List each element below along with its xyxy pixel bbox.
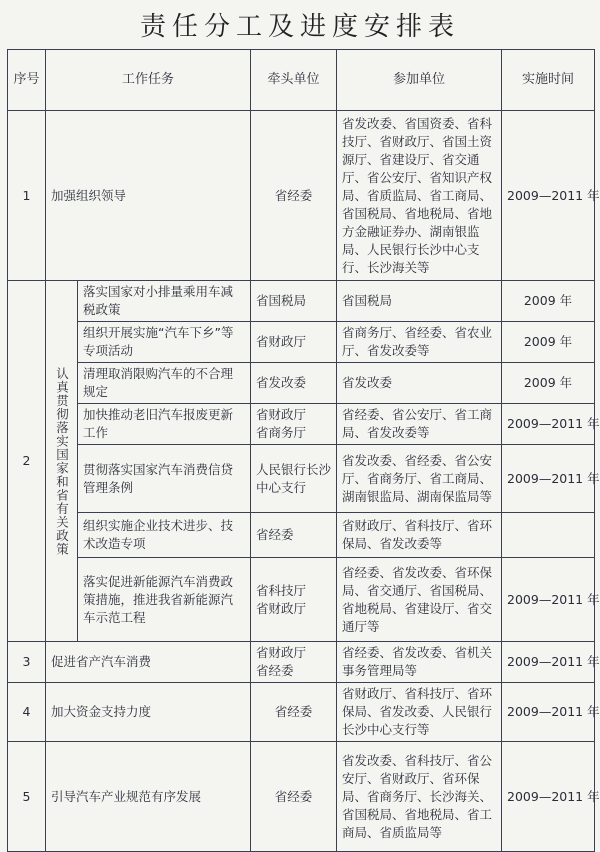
header-lead: 牵头单位	[251, 50, 337, 111]
row-time: 2009—2011 年	[502, 111, 595, 281]
row-task: 引导汽车产业规范有序发展	[46, 742, 251, 852]
row-lead: 省财政厅 省商务厅	[251, 404, 337, 445]
table-row	[8, 558, 595, 642]
table-row	[8, 742, 595, 852]
row-time: 2009—2011 年	[502, 404, 595, 445]
row-participants: 省经委、省发改委、省环保局、省交通厅、省国税局、省地税局、省建设厅、省交通厅等	[337, 558, 502, 642]
table-row	[8, 404, 595, 445]
row-task: 落实促进新能源汽车消费政策措施，推进我省新能源汽车示范工程	[78, 558, 251, 642]
row-lead: 省经委	[251, 683, 337, 742]
header-no: 序号	[8, 50, 46, 111]
row-time: 2009 年	[502, 363, 595, 404]
table-header-row	[8, 50, 595, 111]
row-no: 3	[8, 642, 46, 683]
row-lead: 省发改委	[251, 363, 337, 404]
row-lead: 省财政厅 省经委	[251, 642, 337, 683]
table-row	[8, 513, 595, 558]
header-participants: 参加单位	[337, 50, 502, 111]
row-no: 4	[8, 683, 46, 742]
row-participants: 省发改委	[337, 363, 502, 404]
table-row	[8, 111, 595, 281]
table-row	[8, 445, 595, 513]
responsibility-table	[7, 49, 600, 852]
row-task: 清理取消限购汽车的不合理规定	[78, 363, 251, 404]
row-task: 加大资金支持力度	[46, 683, 251, 742]
row-time: 2009—2011 年	[502, 558, 595, 642]
row-participants: 省商务厅、省经委、省农业厅、省发改委等	[337, 322, 502, 363]
row-participants: 省发改委、省科技厅、省公安厅、省财政厅、省环保局、省商务厅、长沙海关、省国税局、省地税局、省工商局、省质监局等	[337, 742, 502, 852]
row-lead: 省经委	[251, 742, 337, 852]
row-task: 组织开展实施“汽车下乡”等专项活动	[78, 322, 251, 363]
row-lead: 省科技厅 省财政厅	[251, 558, 337, 642]
row-lead: 省国税局	[251, 281, 337, 322]
header-time: 实施时间	[502, 50, 595, 111]
row-time: 2009 年	[502, 281, 595, 322]
row-no: 1	[8, 111, 46, 281]
row-task: 加强组织领导	[46, 111, 251, 281]
row-lead: 省经委	[251, 111, 337, 281]
row-task: 加快推动老旧汽车报废更新工作	[78, 404, 251, 445]
row-task: 落实国家对小排量乘用车减税政策	[78, 281, 251, 322]
table-row	[8, 322, 595, 363]
group-label: 认真贯彻落实国家和省有关政策	[46, 281, 78, 642]
table-row	[8, 683, 595, 742]
row-task: 组织实施企业技术进步、技术改造专项	[78, 513, 251, 558]
row-no: 5	[8, 742, 46, 852]
row-participants: 省经委、省公安厅、省工商局、省发改委等	[337, 404, 502, 445]
row-time: 2009 年	[502, 322, 595, 363]
row-participants: 省国税局	[337, 281, 502, 322]
table-row	[8, 363, 595, 404]
row-time: 2009—2011 年	[502, 445, 595, 513]
row-participants: 省发改委、省经委、省公安厅、省商务厅、省工商局、湖南银监局、湖南保监局等	[337, 445, 502, 513]
row-lead: 省财政厅	[251, 322, 337, 363]
row-time	[502, 513, 595, 558]
row-participants: 省财政厅、省科技厅、省环保局、省发改委、人民银行长沙中心支行等	[337, 683, 502, 742]
row-no: 2	[8, 281, 46, 642]
row-lead: 省经委	[251, 513, 337, 558]
header-task: 工作任务	[46, 50, 251, 111]
row-task: 贯彻落实国家汽车消费信贷管理条例	[78, 445, 251, 513]
document-title: 责任分工及进度安排表	[139, 12, 460, 42]
row-participants: 省财政厅、省科技厅、省环保局、省发改委等	[337, 513, 502, 558]
row-participants: 省经委、省发改委、省机关事务管理局等	[337, 642, 502, 683]
row-time: 2009—2011 年	[502, 642, 595, 683]
row-task: 促进省产汽车消费	[46, 642, 251, 683]
table-row	[8, 642, 595, 683]
table-row	[8, 281, 595, 322]
row-time: 2009—2011 年	[502, 683, 595, 742]
row-time: 2009—2011 年	[502, 742, 595, 852]
row-lead: 人民银行长沙中心支行	[251, 445, 337, 513]
row-participants: 省发改委、省国资委、省科技厅、省财政厅、省国土资源厅、省建设厅、省交通厅、省公安厅、省知识产权局、省质监局、省工商局、省国税局、省地税局、省地方金融证券办、湖南银监局、人民银行长沙中心支行、长沙海关等	[337, 111, 502, 281]
